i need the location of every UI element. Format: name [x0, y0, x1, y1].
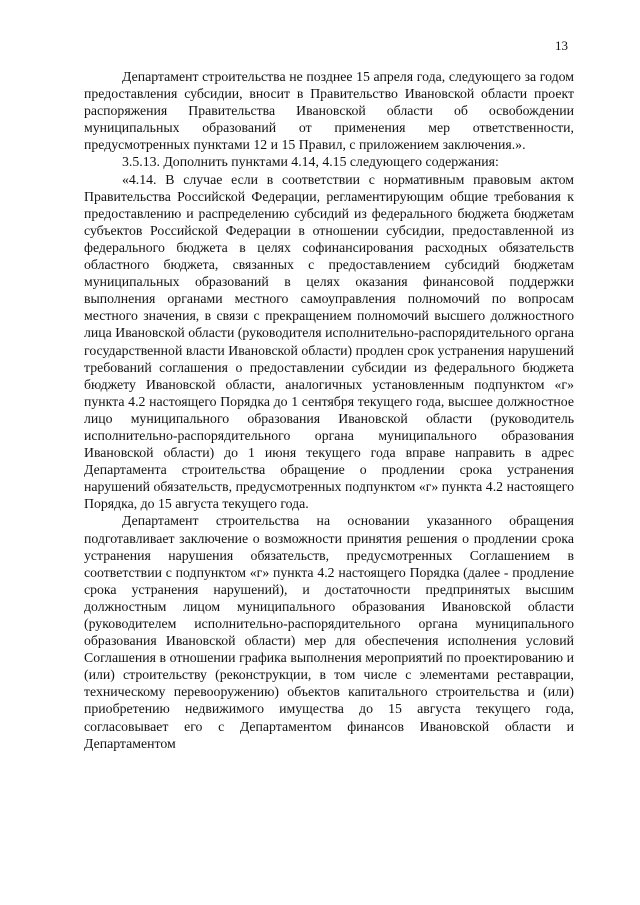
paragraph-amendment-intro: 3.5.13. Дополнить пунктами 4.14, 4.15 следующего содержания: — [122, 154, 499, 170]
paragraph-report-deadline: Департамент строительства не позднее 15 апреля года, следующего за годом предоставления субсидии, вносит в Правительство Ивановской области проект распоряжения Правительства Ивановской области об освобождении муниципальных образований от применения мер ответственности, предусмотренных пунктами 12 и 15 Правил, с приложением заключения.». — [84, 69, 574, 153]
paragraph-department-procedure: Департамент строительства на основании указанного обращения подготавливает заключение о возможности принятия решения о продлении срока устранения нарушения обязательств, предусмотренных Соглашением в соответствии с подпунктом «г» пункта 4.2 настоящего Порядка (далее - продление срока устранения нарушений), и достаточности предпринятых высшим должностным лицом муниципального образования Ивановской области (руководителем исполнительно-распорядительного органа муниципального образования Ивановской области) мер для обеспечения исполнения условий Соглашения в отношении графика выполнения мероприятий по проектированию и (или) строительству (реконструкции, в том числе с элементами реставрации, техническому перевооружению) объектов капитального строительства и (или) приобретению недвижимого имущества до 15 августа текущего года, согласовывает его с Департаментом финансов Ивановской области и Департаментом — [84, 513, 574, 751]
document-body — [84, 68, 574, 752]
page-number: 13 — [555, 38, 568, 53]
paragraph-clause-4-14: «4.14. В случае если в соответствии с нормативным правовым актом Правительства Российской Федерации, регламентирующим общие требования к предоставлению и распределению субсидий из федерального бюджета бюджетам субъектов Российской Федерации в отношении субсидии, предоставленной из федерального бюджета в целях софинансирования расходных обязательств областного бюджета, связанных с предоставлением субсидий бюджетам муниципальных образований в целях оказания финансовой поддержки выполнения органами местного самоуправления полномочий по вопросам местного значения, в связи с прекращением полномочий высшего должностного лица Ивановской области (руководителя исполнительно-распорядительного органа государственной власти Ивановской области) продлен срок устранения нарушений требований соглашения о предоставлении субсидии из федерального бюджета бюджету Ивановской области, аналогичных установленным подпунктом «г» пункта 4.2 настоящего Порядка до 1 сентября текущего года, высшее должностное лицо муниципального образования Ивановской области (руководитель исполнительно-распорядительного органа муниципального образования Ивановской области) до 1 июня текущего года вправе направить в адрес Департамента строительства обращение о продлении срока устранения нарушений обязательств, предусмотренных подпунктом «г» пункта 4.2 настоящего Порядка, до 15 августа текущего года. — [84, 171, 574, 512]
